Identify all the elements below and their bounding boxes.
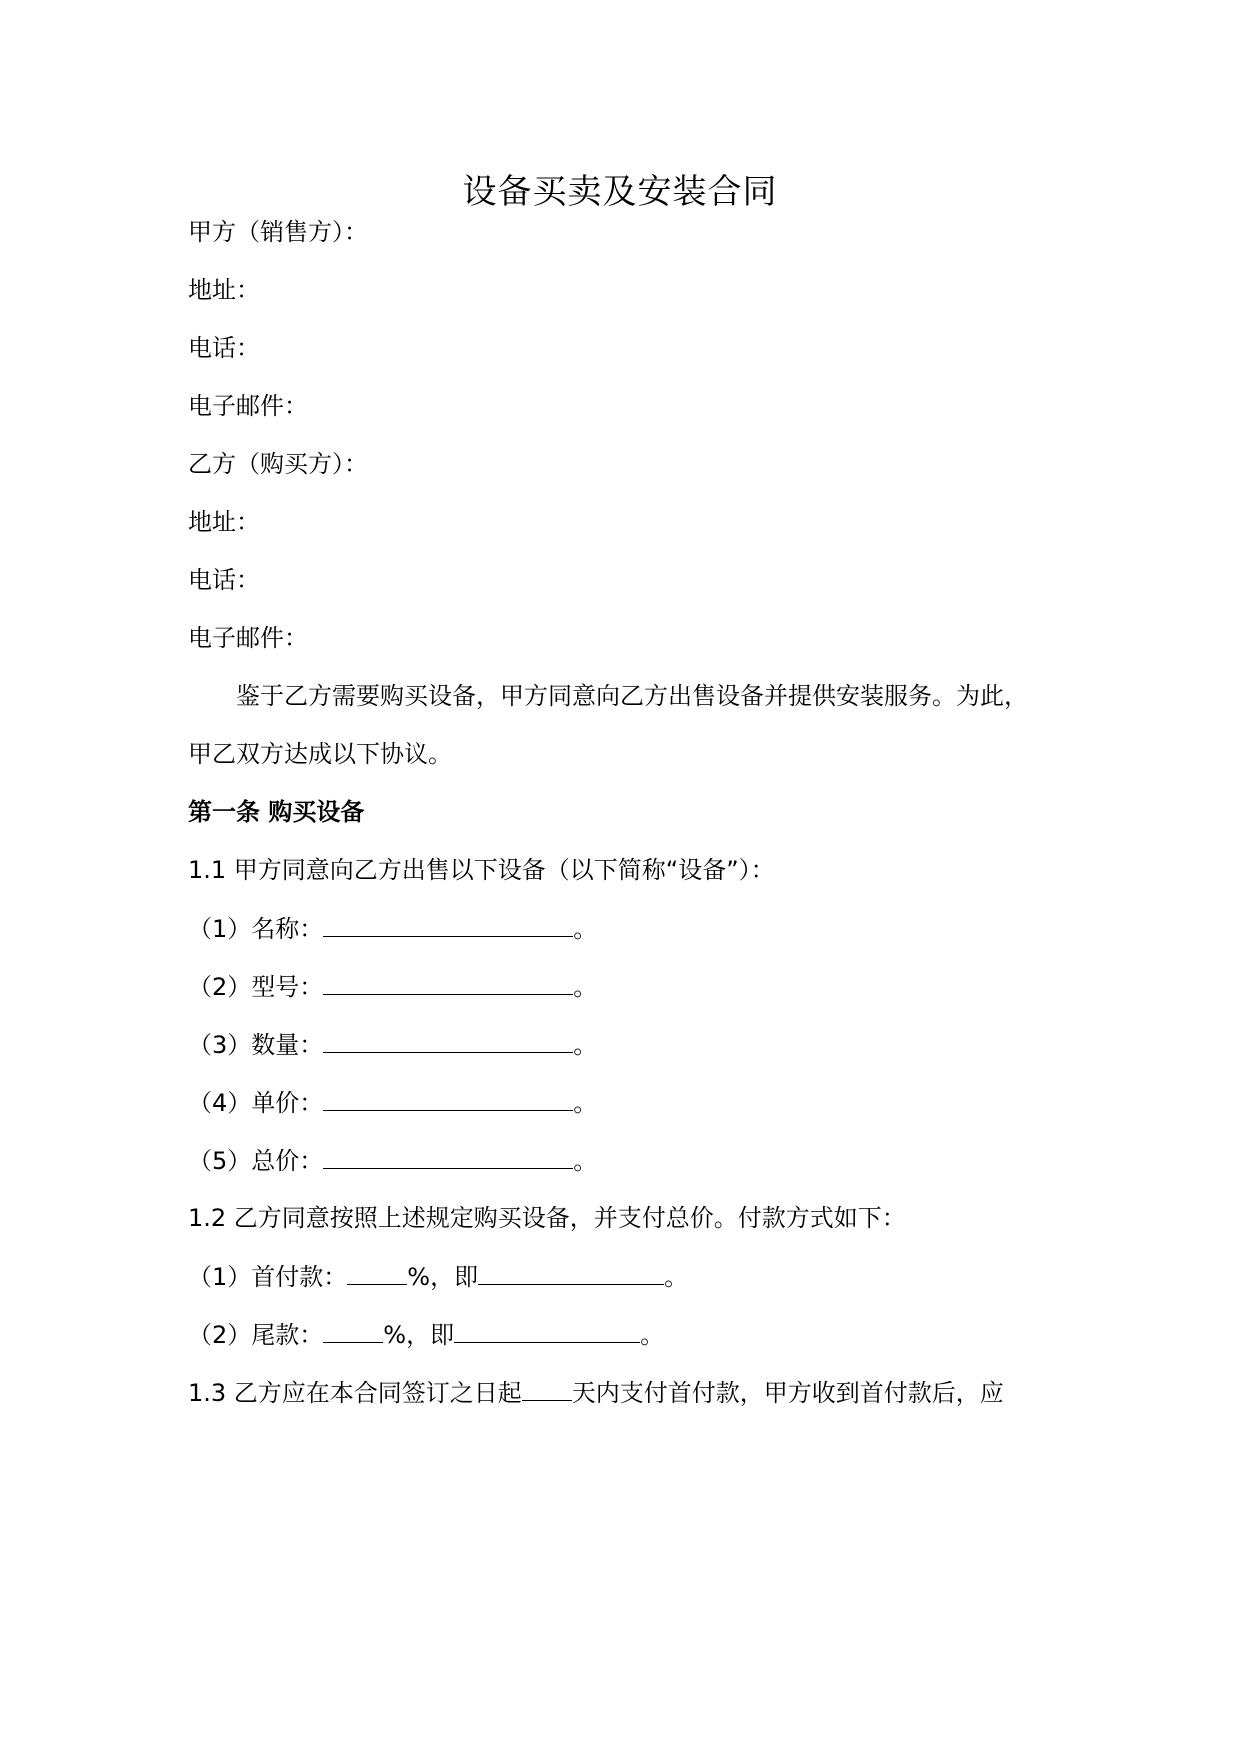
item-label: （1）名称： (188, 915, 324, 943)
equipment-item-unit-price (188, 1084, 597, 1121)
clause-1-3-before: 1.3 乙方应在本合同签订之日起 (188, 1379, 522, 1407)
fill-blank[interactable] (323, 1026, 573, 1053)
equipment-item-total-price (188, 1142, 597, 1179)
amount-blank[interactable] (454, 1316, 640, 1343)
amount-blank[interactable] (478, 1258, 664, 1285)
percent-blank[interactable] (323, 1316, 383, 1343)
item-label: （2）型号： (188, 973, 324, 1001)
clause-1-3 (188, 1374, 1004, 1411)
payment-label: （2）尾款： (188, 1321, 324, 1349)
preamble-line-1: 鉴于乙方需要购买设备，甲方同意向乙方出售设备并提供安装服务。为此， (236, 682, 1028, 710)
party-b-address: 地址： (188, 508, 260, 536)
party-b-label: 乙方（购买方）： (188, 450, 368, 478)
item-end: 。 (573, 1031, 598, 1059)
clause-1-3-after: 天内支付首付款，甲方收到首付款后，应 (571, 1379, 1004, 1407)
percent-blank[interactable] (347, 1258, 407, 1285)
equipment-item-quantity (188, 1026, 597, 1063)
item-label: （5）总价： (188, 1147, 324, 1175)
payment-down-payment (188, 1258, 688, 1295)
equipment-item-name (188, 910, 597, 947)
item-end: 。 (573, 915, 598, 943)
fill-blank[interactable] (323, 968, 573, 995)
preamble-line-2: 甲乙双方达成以下协议。 (188, 740, 452, 768)
party-b-email: 电子邮件： (188, 624, 308, 652)
percent-text: %，即 (407, 1263, 479, 1291)
party-a-label: 甲方（销售方）： (188, 218, 368, 246)
clause-1-2: 1.2 乙方同意按照上述规定购买设备，并支付总价。付款方式如下： (188, 1204, 906, 1232)
clause-1-1: 1.1 甲方同意向乙方出售以下设备（以下简称“设备”）： (188, 856, 775, 884)
payment-end: 。 (664, 1263, 689, 1291)
article-1-heading: 第一条 购买设备 (188, 798, 365, 826)
item-end: 。 (573, 973, 598, 1001)
item-label: （4）单价： (188, 1089, 324, 1117)
item-label: （3）数量： (188, 1031, 324, 1059)
party-b-phone: 电话： (188, 566, 260, 594)
fill-blank[interactable] (323, 1084, 573, 1111)
page-title: 设备买卖及安装合同 (462, 172, 778, 212)
party-a-phone: 电话： (188, 334, 260, 362)
item-end: 。 (573, 1147, 598, 1175)
fill-blank[interactable] (323, 910, 573, 937)
payment-label: （1）首付款： (188, 1263, 348, 1291)
payment-end: 。 (640, 1321, 665, 1349)
item-end: 。 (573, 1089, 598, 1117)
party-a-address: 地址： (188, 276, 260, 304)
equipment-item-model (188, 968, 597, 1005)
party-a-email: 电子邮件： (188, 392, 308, 420)
days-blank[interactable] (522, 1374, 572, 1401)
fill-blank[interactable] (323, 1142, 573, 1169)
percent-text: %，即 (383, 1321, 455, 1349)
payment-final-payment (188, 1316, 664, 1353)
